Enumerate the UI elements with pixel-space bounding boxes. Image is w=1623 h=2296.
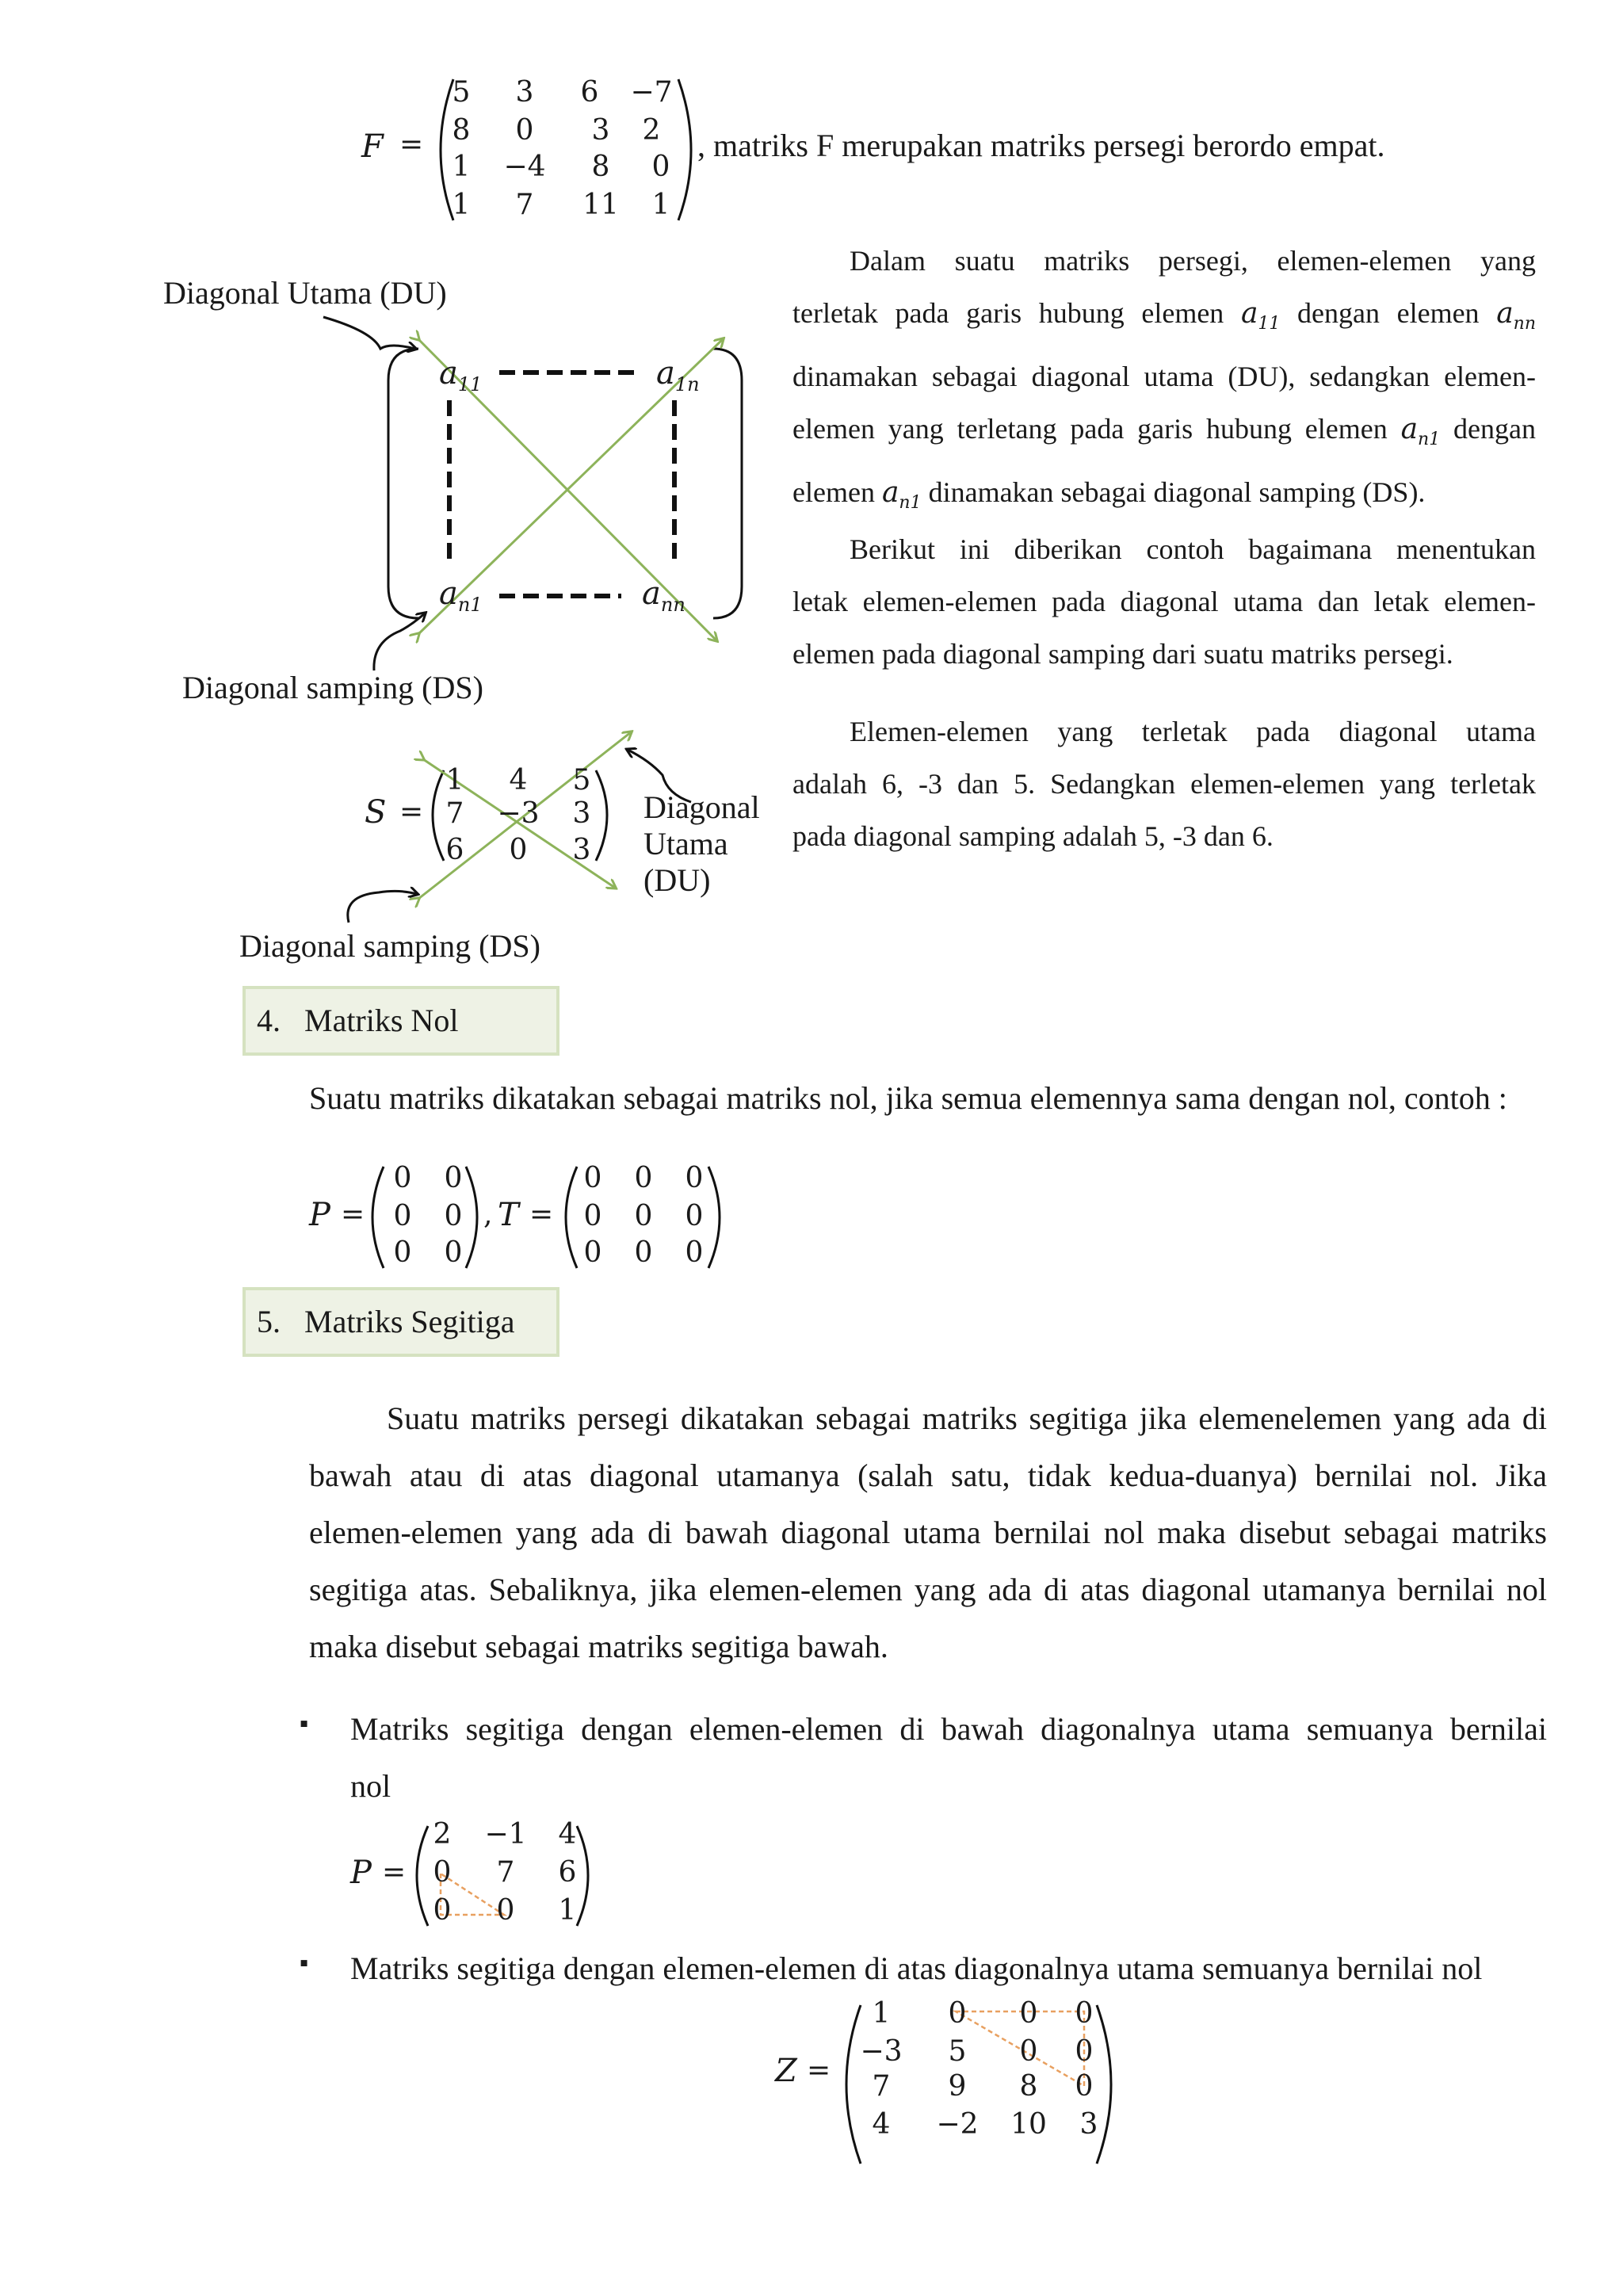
text-line: elemen pada diagonal samping dari suatu matriks persegi. xyxy=(792,638,1453,670)
matrix-cell: −3 xyxy=(860,2035,903,2068)
text-span: terletak pada garis hubung elemen xyxy=(792,297,1224,329)
bullet-icon: ▪ xyxy=(300,1709,309,1737)
text-line: nol xyxy=(350,1768,391,1804)
text-line: bawah atau di atas diagonal utamanya (salah satu, tidak kedua-duanya) bernilai nol. Jika xyxy=(309,1457,1547,1493)
subscript: n1 xyxy=(1418,430,1441,450)
matrix-cell: −1 xyxy=(484,1818,527,1851)
matrix-cell: 5 xyxy=(948,2035,967,2068)
element-an1 xyxy=(439,575,483,616)
matrix-f-label: F xyxy=(361,128,384,165)
matrix-cell: 5 xyxy=(572,764,591,797)
var-a: a xyxy=(439,575,458,612)
element-a11 xyxy=(439,355,482,395)
s-ds-pointer xyxy=(348,891,417,923)
matrix-cell: 0 xyxy=(583,1162,602,1194)
element-a11-ref xyxy=(1240,297,1281,334)
element-a1n xyxy=(656,355,700,395)
matrix-cell: 8 xyxy=(452,114,471,147)
matrix-cell: 6 xyxy=(558,1856,577,1889)
matrix-cell: 0 xyxy=(1019,1997,1038,2030)
matrix-cell: 0 xyxy=(444,1236,463,1269)
subscript: 1n xyxy=(674,373,700,395)
matrix-cell: 0 xyxy=(496,1894,515,1927)
matrix-cell: 10 xyxy=(1010,2108,1047,2141)
text-span: elemen xyxy=(792,476,875,509)
matrix-f-eq: = xyxy=(399,128,424,161)
element-ann xyxy=(642,575,685,616)
section4-heading: 4. Matriks Nol xyxy=(242,986,559,1056)
subscript: n1 xyxy=(899,493,922,514)
element-ann-ref xyxy=(1496,297,1536,334)
t-nol-eq: = xyxy=(529,1198,554,1231)
bullet-icon: ▪ xyxy=(300,1948,309,1977)
matrix-cell: 0 xyxy=(433,1856,452,1889)
ds-label: Diagonal samping (DS) xyxy=(182,670,483,705)
text-line: segitiga atas. Sebaliknya, jika elemen-elemen yang ada di atas diagonal utamanya bernilai nol xyxy=(309,1572,1547,1607)
matrix-cell: 0 xyxy=(515,114,534,147)
matrix-cell: 0 xyxy=(634,1200,653,1232)
var-a: a xyxy=(1240,297,1258,330)
matrix-s-label: S xyxy=(365,794,387,831)
ds-pointer xyxy=(374,613,425,670)
matrix-cell: 3 xyxy=(591,114,610,147)
matrix-cell: 4 xyxy=(558,1818,577,1851)
p-seg-eq: = xyxy=(382,1856,407,1889)
text-line: Berikut ini diberikan contoh bagaimana menentukan xyxy=(850,533,1536,565)
diagram-right-bracket xyxy=(713,349,742,618)
text-line: elemen-elemen yang ada di bawah diagonal utama bernilai nol maka disebut sebagai matriks xyxy=(309,1515,1547,1550)
section4-text: Suatu matriks dikatakan sebagai matriks nol, jika semua elemennya sama dengan nol, contoh : xyxy=(309,1080,1507,1116)
element-an1-ref xyxy=(881,476,922,514)
text-line: adalah 6, -3 dan 5. Sedangkan elemen-elemen yang terletak xyxy=(792,768,1536,800)
matrix-cell: 1 xyxy=(452,151,471,183)
text-line: Diagonal xyxy=(643,789,760,825)
text-line: Dalam suatu matriks persegi, elemen-elemen yang xyxy=(850,245,1536,277)
text-line: Matriks segitiga dengan elemen-elemen di bawah diagonalnya utama semuanya bernilai xyxy=(350,1711,1547,1747)
matrix-cell: 2 xyxy=(642,114,661,147)
matrix-cell: 3 xyxy=(572,797,591,830)
var-a: a xyxy=(1496,297,1514,330)
matrix-cell: −2 xyxy=(936,2108,979,2141)
matrix-cell: 0 xyxy=(393,1236,412,1269)
var-a: a xyxy=(439,355,458,392)
matrix-cell: 1 xyxy=(872,1997,891,2030)
matrix-cell: 1 xyxy=(651,189,670,221)
matrix-cell: 0 xyxy=(509,834,528,866)
example-result-paragraph xyxy=(792,705,1536,862)
text-line: (DU) xyxy=(643,862,711,898)
text-line: maka disebut sebagai matriks segitiga bawah. xyxy=(309,1629,888,1664)
matrix-cell: 0 xyxy=(685,1162,704,1194)
matrix-s-eq: = xyxy=(399,796,424,828)
matrix-cell: 11 xyxy=(582,189,619,221)
matrix-cell: 9 xyxy=(948,2070,967,2103)
matrix-cell: 2 xyxy=(433,1818,452,1851)
matrix-cell: −3 xyxy=(497,797,540,830)
example-intro-paragraph xyxy=(792,523,1536,680)
matrix-cell: 0 xyxy=(1019,2035,1038,2068)
matrix-cell: 1 xyxy=(452,189,471,221)
text-line xyxy=(792,466,1536,529)
matrix-cell: 0 xyxy=(634,1162,653,1194)
text-span: dengan xyxy=(1453,413,1537,445)
matrix-f-right-paren xyxy=(678,79,691,220)
subscript: n1 xyxy=(457,594,483,616)
matrix-cell: 0 xyxy=(393,1200,412,1232)
matrix-s-ds-label: Diagonal samping (DS) xyxy=(239,928,540,964)
matrix-cell: 3 xyxy=(515,76,534,109)
matrix-cell: 6 xyxy=(580,76,599,109)
matrix-cell: 7 xyxy=(496,1856,515,1889)
matrix-cell: 0 xyxy=(444,1200,463,1232)
matrix-cell: 0 xyxy=(583,1236,602,1269)
matrix-cell: 0 xyxy=(393,1162,412,1194)
text-span: dengan elemen xyxy=(1297,297,1480,329)
matrix-f-caption: , matriks F merupakan matriks persegi berordo empat. xyxy=(697,128,1385,163)
bullet2-text: Matriks segitiga dengan elemen-elemen di atas diagonalnya utama semuanya bernilai nol xyxy=(350,1950,1483,1986)
matrix-cell: 8 xyxy=(1019,2070,1038,2103)
p-nol-eq: = xyxy=(341,1198,365,1231)
subscript: nn xyxy=(660,594,685,616)
matrix-cell: 0 xyxy=(634,1236,653,1269)
text-span: elemen yang terletang pada garis hubung elemen xyxy=(792,413,1388,445)
matrix-cell: 4 xyxy=(509,764,528,797)
bullet1-text xyxy=(350,1701,1547,1815)
var-a: a xyxy=(881,476,899,510)
matrix-cell: 4 xyxy=(872,2108,891,2141)
var-a: a xyxy=(1400,413,1419,446)
text-span: dinamakan sebagai diagonal samping (DS). xyxy=(928,476,1426,509)
matrix-cell: 0 xyxy=(1075,1997,1094,2030)
p-seg-label: P xyxy=(350,1855,372,1891)
matrix-cell: 0 xyxy=(583,1200,602,1232)
z-eq: = xyxy=(807,2054,831,2087)
matrix-cell: 0 xyxy=(1075,2035,1094,2068)
comma: , xyxy=(483,1198,493,1231)
text-line: Elemen-elemen yang terletak pada diagonal utama xyxy=(850,716,1536,747)
matrix-cell: 3 xyxy=(572,834,591,866)
matrix-cell: 7 xyxy=(515,189,534,221)
text-line: pada diagonal samping adalah 5, -3 dan 6. xyxy=(792,820,1274,852)
matrix-s-du-label xyxy=(643,789,760,899)
z-label: Z xyxy=(775,2053,797,2089)
matrix-cell: 0 xyxy=(444,1162,463,1194)
t-nol-label: T xyxy=(498,1197,519,1233)
matrix-cell: −7 xyxy=(630,76,673,109)
matrix-cell: 1 xyxy=(445,764,464,797)
matrix-cell: 0 xyxy=(433,1894,452,1927)
subscript: 11 xyxy=(1258,314,1281,334)
text-line: dinamakan sebagai diagonal utama (DU), sedangkan elemen- xyxy=(792,361,1536,393)
matrix-cell: 0 xyxy=(651,151,670,183)
du-label: Diagonal Utama (DU) xyxy=(163,275,447,311)
text-line: letak elemen-elemen pada diagonal utama dan letak elemen- xyxy=(792,586,1536,617)
subscript: 11 xyxy=(457,373,483,395)
text-line: Suatu matriks persegi dikatakan sebagai matriks segitiga jika elemenelemen yang ada di xyxy=(387,1400,1547,1436)
var-a: a xyxy=(642,575,661,612)
matrix-cell: 1 xyxy=(558,1894,577,1927)
matrix-cell: −4 xyxy=(503,151,546,183)
matrix-cell: 0 xyxy=(685,1236,704,1269)
text-line xyxy=(792,287,1536,350)
element-an1-ref xyxy=(1400,413,1441,450)
text-line xyxy=(792,403,1536,466)
matrix-cell: 0 xyxy=(948,1997,967,2030)
p-nol-label: P xyxy=(309,1197,330,1233)
diagram-left-bracket xyxy=(388,349,418,618)
matrix-cell: 3 xyxy=(1079,2108,1098,2141)
matrix-cell: 8 xyxy=(591,151,610,183)
section5-paragraph xyxy=(309,1390,1547,1675)
matrix-cell: 5 xyxy=(452,76,471,109)
matrix-cell: 7 xyxy=(445,797,464,830)
subscript: nn xyxy=(1513,314,1536,334)
matrix-cell: 0 xyxy=(1075,2070,1094,2103)
du-pointer xyxy=(323,317,415,349)
text-line: Utama xyxy=(643,826,728,861)
intro-paragraph xyxy=(792,235,1536,530)
section5-heading: 5. Matriks Segitiga xyxy=(242,1287,559,1357)
matrix-cell: 0 xyxy=(685,1200,704,1232)
matrix-f-left-paren xyxy=(441,79,453,220)
var-a: a xyxy=(656,355,675,392)
matrix-cell: 7 xyxy=(872,2070,891,2103)
matrix-cell: 6 xyxy=(445,834,464,866)
